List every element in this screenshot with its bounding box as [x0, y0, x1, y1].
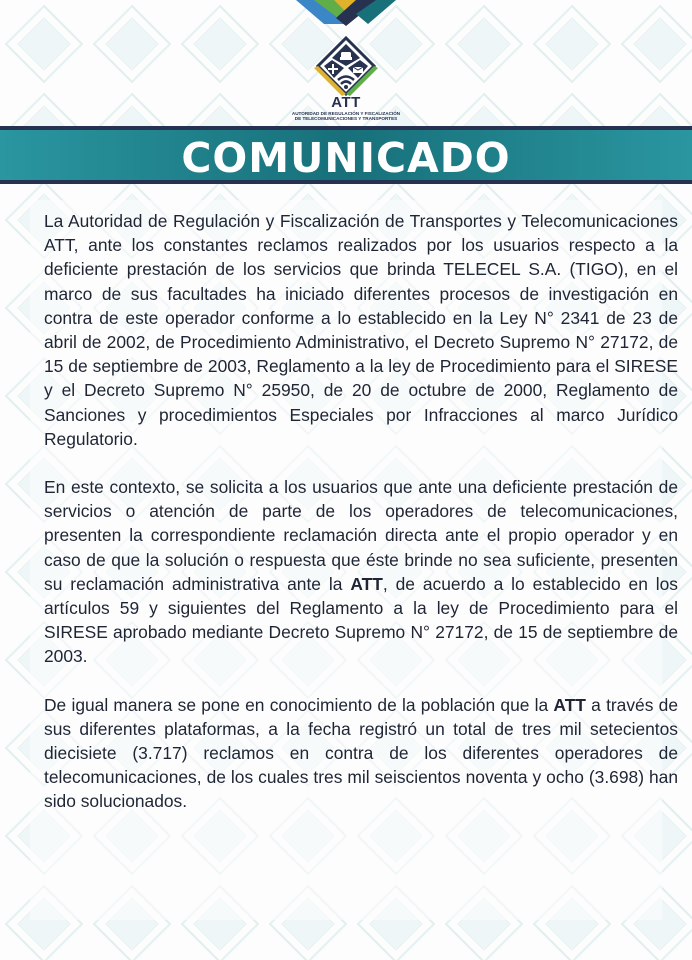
top-ribbon-decoration [296, 0, 396, 26]
paragraph-3 [44, 693, 678, 814]
page-title: COMUNICADO [181, 134, 511, 182]
org-full-name [286, 111, 406, 122]
paragraph-2-part-a: En este contexto, se solicita a los usuarios que ante una deficiente prestación de servicios o atención de parte de los operadores de telecomunicaciones, presenten la correspondiente reclamación directa ante el propio operador y en caso de que la solución o respuesta que éste brinde no sea suficiente, presenten su reclamación administrativa ante la [44, 477, 678, 594]
att-emblem-icon [314, 36, 378, 98]
paragraph-1: La Autoridad de Regulación y Fiscalización de Transportes y Telecomunicaciones ATT, ante los constantes reclamos realizados por los usuarios respecto a la deficiente prestación de los servicios que brinda TELECEL S.A. (TIGO), en el marco de sus facultades ha iniciado diferentes procesos de investigación en contra de este operador conforme a lo establecido en la Ley N° 2341 de 23 de abril de 2002, de Procedimiento Administrativo, el Decreto Supremo N° 27172, de 15 de septiembre de 2003, Reglamento a la ley de Procedimiento para el SIRESE y el Decreto Supremo N° 25950, de 20 de octubre de 2000, Reglamento de Sanciones y procedimientos Especiales por Infracciones al marco Jurídico Regulatorio. [44, 211, 678, 449]
paragraph-3-att-bold: ATT [553, 694, 586, 715]
att-logo [286, 36, 406, 126]
org-full-name-line1: AUTORIDAD DE REGULACIÓN Y FISCALIZACIÓN [291, 111, 401, 116]
title-banner [0, 126, 692, 184]
communique-body [44, 209, 678, 838]
paragraph-2 [44, 475, 678, 669]
paragraph-3-part-a: De igual manera se pone en conocimiento de la población que la [44, 694, 554, 715]
org-acronym: ATT [331, 94, 361, 111]
paragraph-2-att-bold: ATT [350, 573, 383, 594]
org-full-name-line2: DE TELECOMUNICACIONES Y TRANSPORTES [294, 116, 398, 122]
paragraph-3-part-b: a través de sus diferentes plataformas, a la fecha registró un total de tres mil setecientos diecisiete (3.717) reclamos en contra de los diferentes operadores de telecomunicaciones, de los cuales tres mil seiscientos noventa y ocho (3.698) han sido solucionados. [44, 694, 678, 812]
paragraph-2-part-b: , de acuerdo a lo establecido en los artículos 59 y siguientes del Reglamento a la ley de Procedimiento para el SIRESE aprobado mediante Decreto Supremo N° 27172, de 15 de septiembre de 2003. [44, 573, 679, 667]
